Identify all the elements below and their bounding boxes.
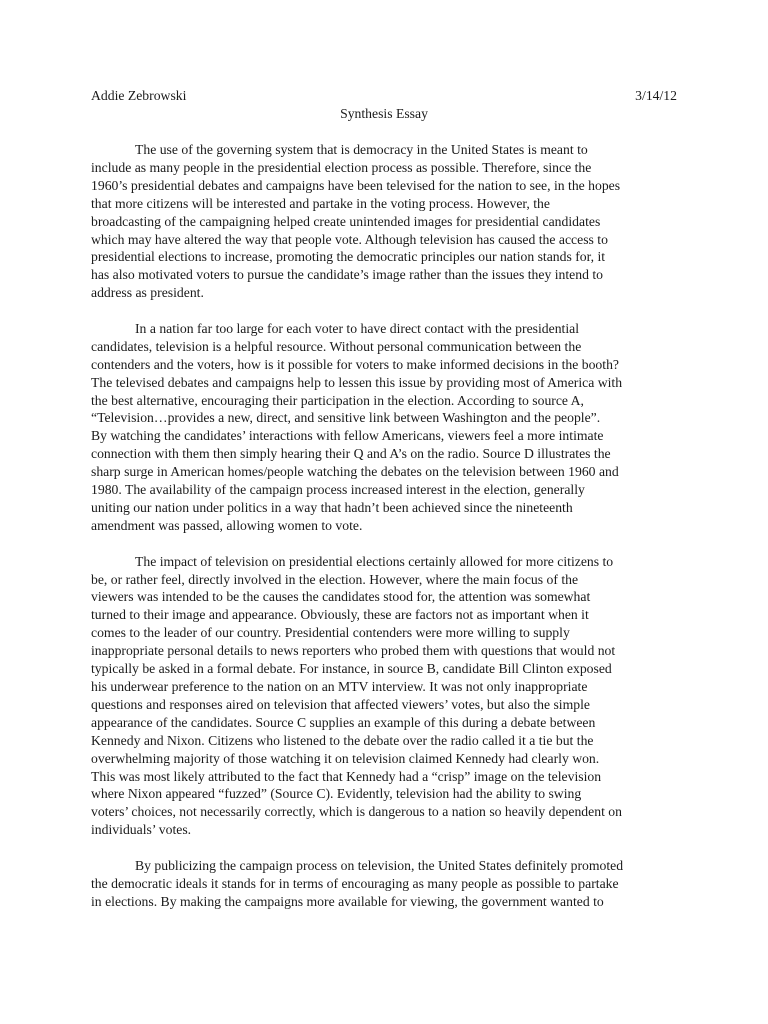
paragraph-line: comes to the leader of our country. Presidential contenders were more willing to supply <box>91 625 570 641</box>
paragraph-line: appearance of the candidates. Source C supplies an example of this during a debate between <box>91 714 596 730</box>
paragraph-line: overwhelming majority of those watching it on television claimed Kennedy had clearly won. <box>91 750 600 766</box>
paragraph-line: the democratic ideals it stands for in terms of encouraging as many people as possible to partake <box>91 875 619 891</box>
paragraph-line: address as president. <box>91 285 204 301</box>
paragraph-line: voters’ choices, not necessarily correctly, which is dangerous to a nation so heavily dependent on <box>91 804 622 820</box>
essay-title: Synthesis Essay <box>340 106 428 121</box>
paragraph-line: The use of the governing system that is democracy in the United States is meant to <box>135 142 588 157</box>
paragraph <box>91 553 679 840</box>
paragraph <box>91 857 679 911</box>
paragraph-line: be, or rather feel, directly involved in the election. However, where the main focus of the <box>91 571 579 587</box>
paragraph-line: In a nation far too large for each voter to have direct contact with the presidential <box>135 320 580 336</box>
paragraph-line: turned to their image and appearance. Obviously, these are factors not as important when it <box>91 607 589 623</box>
paragraph-line: “Television…provides a new, direct, and sensitive link between Washington and the people”. <box>91 410 601 426</box>
paragraph-line: questions and responses aired on television that affected viewers’ votes, but also the simple <box>91 696 590 712</box>
paragraph-line: typically be asked in a formal debate. For instance, in source B, candidate Bill Clinton exposed <box>91 661 612 677</box>
paragraph-line: candidates, television is a helpful resource. Without personal communication between the <box>91 338 582 354</box>
paragraph-line: Kennedy and Nixon. Citizens who listened to the debate over the radio called it a tie but the <box>91 732 594 748</box>
paragraph-line: where Nixon appeared “fuzzed” (Source C). Evidently, television had the ability to swing <box>91 786 582 802</box>
header <box>91 88 677 108</box>
paragraph-line: that more citizens will be interested and partake in the voting process. However, the <box>91 195 550 211</box>
paragraph <box>91 141 679 302</box>
paragraph-line: sharp surge in American homes/people watching the debates on the television between 1960 and <box>91 464 619 480</box>
paragraph-line: his underwear preference to the nation on an MTV interview. It was not only inappropriate <box>91 678 588 694</box>
paragraph-line: individuals’ votes. <box>91 822 192 838</box>
paragraph <box>91 320 679 535</box>
paragraph-line: broadcasting of the campaigning helped create unintended images for presidential candidates <box>91 213 601 229</box>
paragraph-line: connection with them then simply hearing their Q and A’s on the radio. Source D illustrates the <box>91 446 611 462</box>
paragraph-line: has also motivated voters to pursue the candidate’s image rather than the issues they intend to <box>91 267 604 283</box>
paragraph-line: By publicizing the campaign process on television, the United States definitely promoted <box>135 857 624 873</box>
paragraph-line: 1980. The availability of the campaign process increased interest in the election, generally <box>91 482 585 498</box>
paragraph-line: 1960’s presidential debates and campaigns have been televised for the nation to see, in the hopes <box>91 177 621 193</box>
paragraph-line: The impact of television on presidential elections certainly allowed for more citizens to <box>135 553 614 569</box>
date: 3/14/12 <box>635 88 677 103</box>
paragraph-line: which may have altered the way that people vote. Although television has caused the access to <box>91 231 608 247</box>
paragraph-line: amendment was passed, allowing women to vote. <box>91 517 363 533</box>
paragraph-line: The televised debates and campaigns help to lessen this issue by providing most of America with <box>91 374 623 390</box>
paragraph-line: viewers was intended to be the causes the candidates stood for, the attention was somewhat <box>91 589 591 605</box>
essay-body <box>91 141 679 928</box>
paragraph-line: This was most likely attributed to the fact that Kennedy had a “crisp” image on the television <box>91 768 602 784</box>
paragraph-line: include as many people in the presidential election process as possible. Therefore, since the <box>91 159 592 175</box>
paragraph-line: in elections. By making the campaigns more available for viewing, the government wanted to <box>91 893 604 909</box>
paragraph-line: uniting our nation under politics in a way that hadn’t been achieved since the nineteenth <box>91 500 573 516</box>
paragraph-line: inappropriate personal details to news reporters who probed them with questions that would not <box>91 643 616 659</box>
paragraph-line: the best alternative, encouraging their participation in the election. According to source A, <box>91 392 584 408</box>
paragraph-line: contenders and the voters, how is it possible for voters to make informed decisions in the booth? <box>91 356 619 372</box>
paragraph-line: By watching the candidates’ interactions with fellow Americans, viewers feel a more intimate <box>91 428 604 444</box>
author-name: Addie Zebrowski <box>91 88 187 103</box>
paragraph-line: presidential elections to increase, promoting the democratic principles our nation stands for, it <box>91 249 606 265</box>
